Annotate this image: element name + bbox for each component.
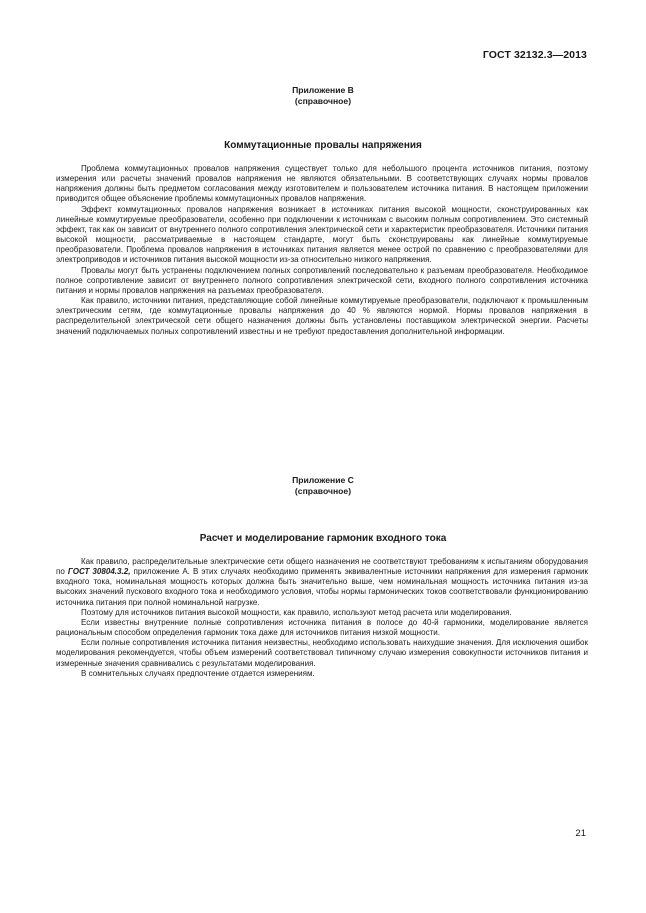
paragraph: Проблема коммутационных провалов напряжения существует только для небольшого процента источников питания, поэтому измерения или расчеты значений провалов напряжения не являются обязательными. В соответствующих случаях нормы провалов напряжения должны быть предметом согласования между изготовителем и пользователем источника питания. В настоящем приложении приводится общее объяснение проблемы коммутационных провалов напряжения. [56, 164, 588, 204]
standard-reference: ГОСТ 30804.3.2, [67, 567, 131, 577]
annex-c-body [56, 557, 588, 679]
paragraph-text: приложение А. В этих случаях необходимо применять эквивалентные источники напряжения для измерения гармоник входного тока, номинальная мощность которых должна быть значительно выше, чем номинальная мощность источника питания из-за высоких значений пускового входного тока и необходимого условия, чтобы нормы гармонических токов соответствовали функционированию источника питания при полной номинальной нагрузке. [56, 567, 588, 607]
paragraph: Как правило, источники питания, представляющие собой линейные коммутируемые преобразователи, подключают к промышленным электрическим сетям, где коммутационные провалы напряжения до 40 % являются нормой. Нормы провалов напряжения в распределительной электрической сети общего назначения должны быть установлены поставщиком электрической энергии. Расчеты значений подключаемых полных сопротивлений известны и не требуют предоставления дополнительной информации. [56, 296, 588, 336]
paragraph-text: Как правило, распределительные электрические сети общего назначения не соответствуют требованиям к испытаниям оборудования по [56, 557, 588, 577]
paragraph: Если известны внутренние полные сопротивления источника питания в полосе до 40-й гармоники, моделирование является рациональным способом определения гармоник тока даже для источников питания низкой мощности. [56, 617, 588, 638]
annex-c-title: Расчет и моделирование гармоник входного тока [199, 533, 447, 544]
paragraph: Эффект коммутационных провалов напряжения возникает в источниках питания высокой мощности, сконструированных как линейные коммутируемые преобразователи, особенно при подключении к источникам с высоким полным сопротивлением. Это системный эффект, так как он зависит от внутреннего полного сопротивления электрической сети и характеристик преобразователя. Источники питания высокой мощности, рассматриваемые в настоящем стандарте, могут быть сконструированы как линейные коммутируемые преобразователи. Проблема провалов напряжения в источниках питания является менее острой по сравнению с преобразователями для электроприводов и источников питания высокой мощности из-за относительно низкого напряжения. [56, 204, 588, 265]
annex-b-body [56, 164, 588, 337]
annex-b-title: Коммутационные провалы напряжения [224, 140, 422, 151]
annex-c-status: (справочное) [294, 486, 352, 496]
annex-c-heading [0, 475, 646, 497]
annex-b-status: (справочное) [294, 96, 352, 106]
annex-b-label: Приложение В [292, 85, 354, 95]
paragraph: Поэтому для источников питания высокой мощности, как правило, используют метод расчета или моделирования. [81, 607, 512, 617]
standard-code: ГОСТ 32132.3—2013 [482, 49, 587, 61]
paragraph [56, 557, 588, 608]
annex-b-heading [0, 85, 646, 107]
annex-c-label: Приложение С [292, 475, 354, 485]
paragraph: Если полные сопротивления источника питания неизвестны, необходимо использовать наихудшие значения. Для исключения ошибок моделирования рекомендуется, чтобы объем измерений соответствовал типичному случаю измерения совокупности источников питания и измеренные значения сравнивались с результатами моделирования. [56, 638, 588, 668]
paragraph: Провалы могут быть устранены подключением полных сопротивлений последовательно к разъемам преобразователя. Необходимое полное сопротивление зависит от внутреннего полного сопротивления электрической сети, входного полного сопротивления источника питания и нормы провалов напряжения на разъемах преобразователя. [56, 265, 588, 295]
page-number: 21 [575, 828, 586, 839]
paragraph: В сомнительных случаях предпочтение отдается измерениям. [81, 668, 315, 678]
